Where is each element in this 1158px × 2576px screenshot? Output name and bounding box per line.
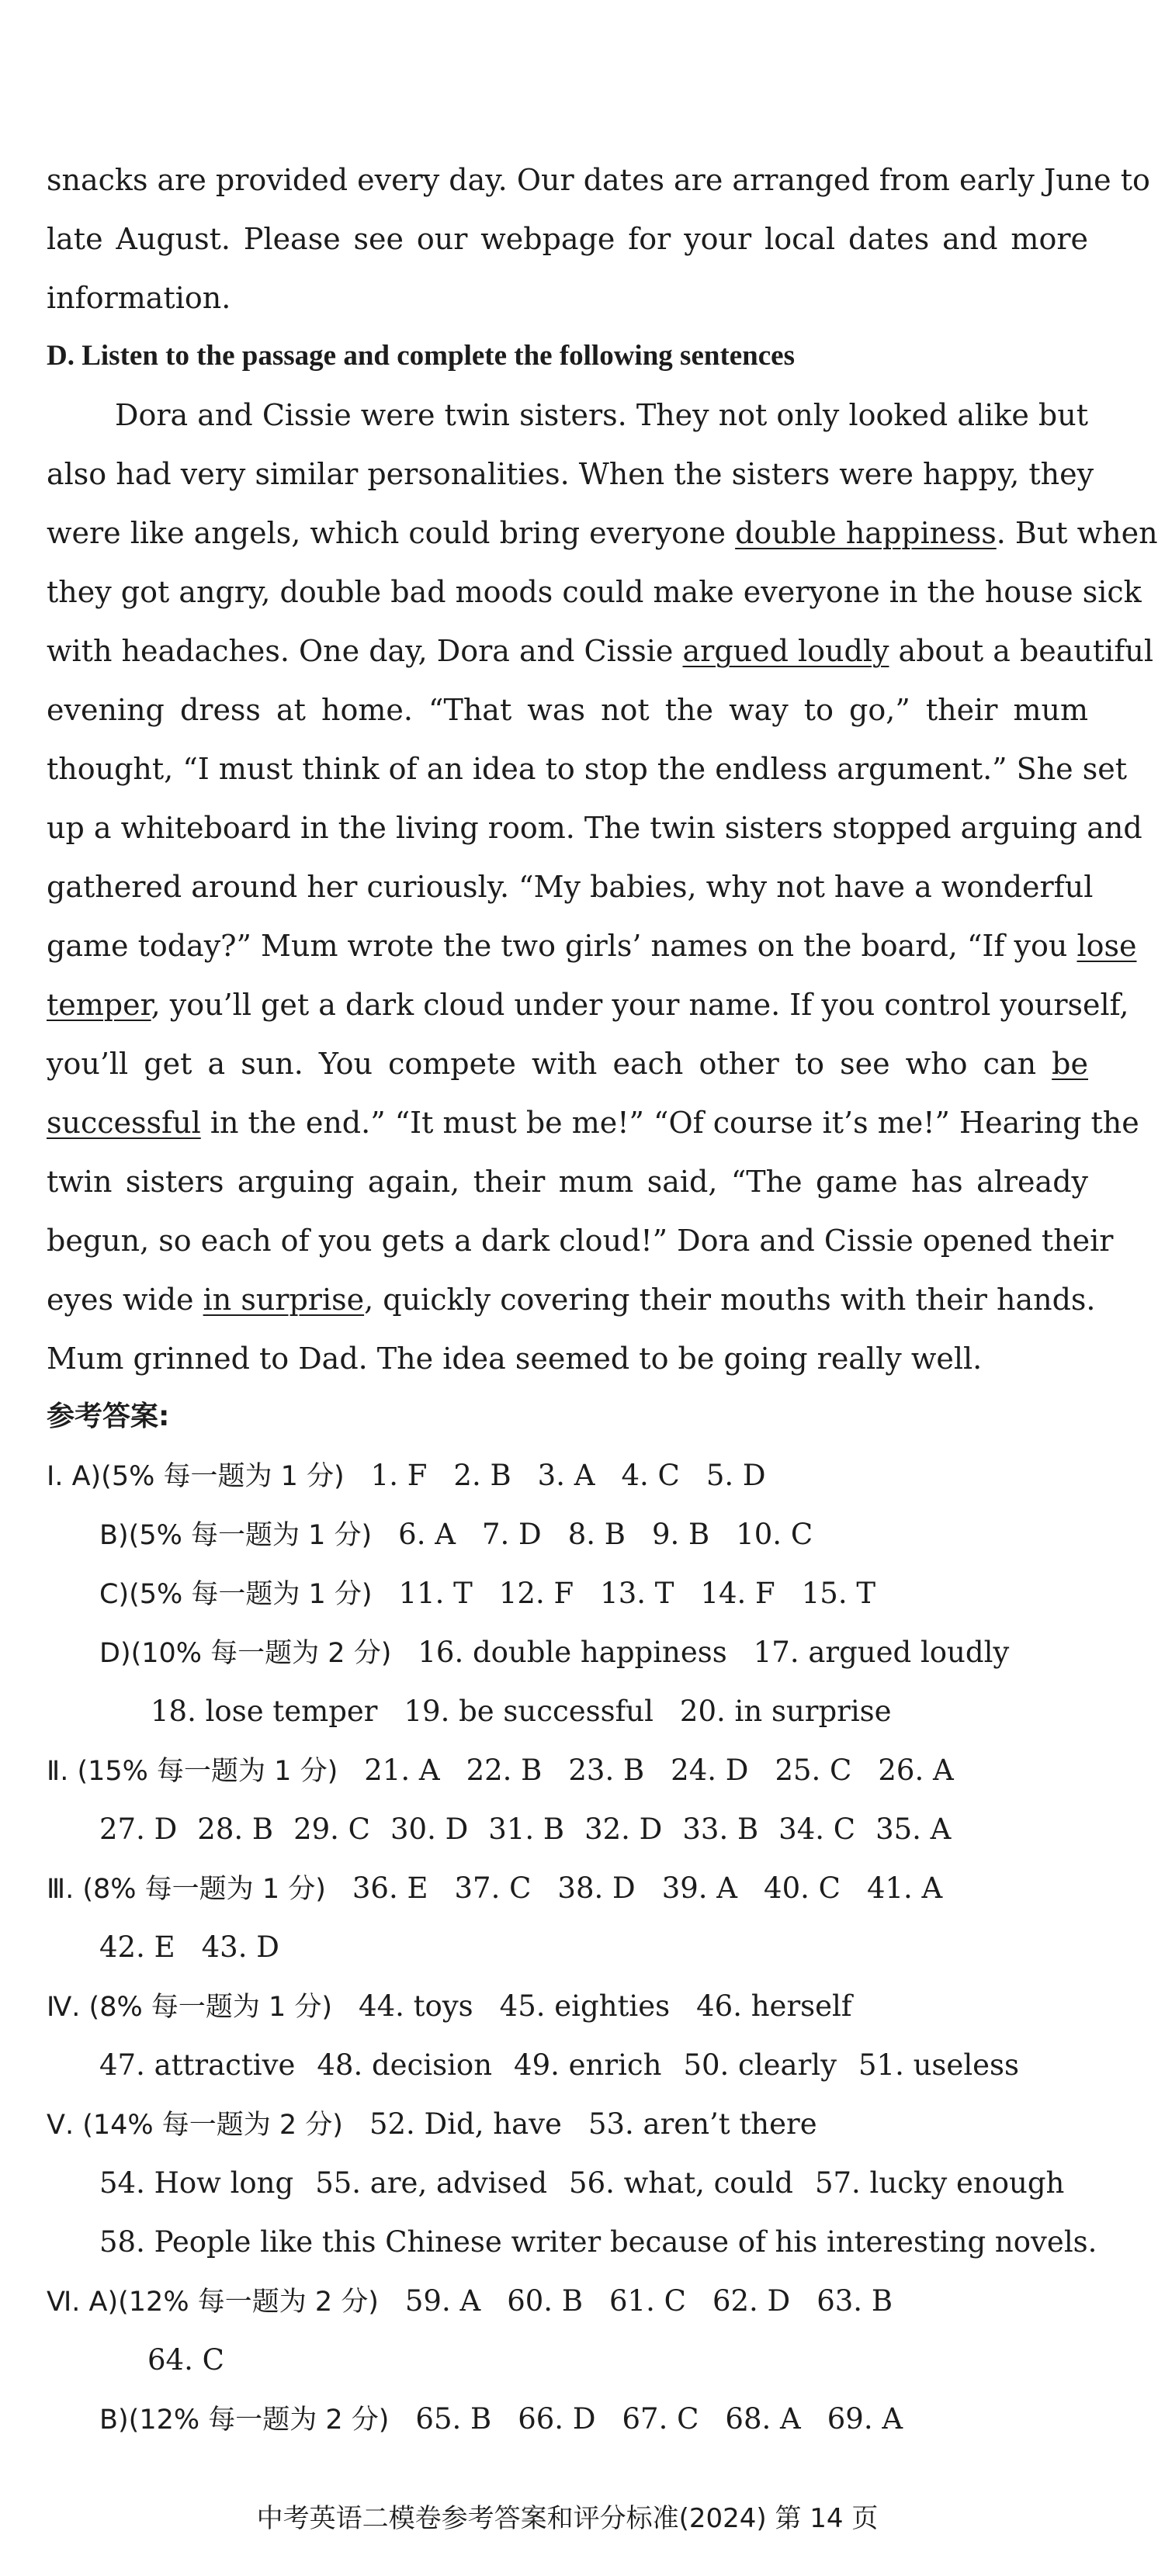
passage-d-line: with headaches. One day, Dora and Cissie argued loudly about a beautiful (47, 634, 1154, 668)
answer-row: 58. People like this Chinese writer because of his interesting novels. (99, 2225, 1097, 2259)
answer-row: B)(5% 每一题为 1 分) 6. A 7. D 8. B 9. B 10. C (99, 1518, 813, 1551)
section-d-title: D. Listen to the passage and complete the following sentences (47, 340, 796, 372)
blank-answer: argued loudly (682, 634, 889, 668)
passage-d-line: were like angels, which could bring everyone double happiness. But when (47, 516, 1158, 550)
passage-d-line: temper, you’ll get a dark cloud under your name. If you control yourself, (47, 988, 1129, 1022)
answer-row: C)(5% 每一题为 1 分) 11. T 12. F 13. T 14. F 15. T (99, 1577, 876, 1610)
passage-d-line: Dora and Cissie were twin sisters. They not only looked alike but (115, 398, 1088, 432)
answer-row: Ⅰ. A)(5% 每一题为 1 分) 1. F 2. B 3. A 4. C 5. D (47, 1459, 766, 1492)
answer-row: 18. lose temper 19. be successful 20. in surprise (151, 1695, 892, 1728)
passage-d-line: successful in the end.” “It must be me!” “Of course it’s me!” Hearing the (47, 1106, 1139, 1140)
answer-row: 47. attractive 48. decision 49. enrich 50. clearly 51. useless (99, 2048, 1020, 2082)
passage-c-line: late August. Please see our webpage for your local dates and more (47, 222, 1088, 256)
passage-d-line: eyes wide in surprise, quickly covering their mouths with their hands. (47, 1283, 1096, 1317)
passage-c-line: snacks are provided every day. Our dates are arranged from early June to (47, 163, 1150, 197)
answer-row: Ⅳ. (8% 每一题为 1 分) 44. toys 45. eighties 46. herself (47, 1989, 852, 2023)
blank-answer: be (1052, 1047, 1088, 1081)
answer-row: Ⅱ. (15% 每一题为 1 分) 21. A 22. B 23. B 24. D 25. C 26. A (47, 1754, 954, 1787)
passage-d-line: gathered around her curiously. “My babies, why not have a wonderful (47, 870, 1094, 904)
passage-d-line: thought, “I must think of an idea to stop the endless argument.” She set (47, 752, 1128, 786)
answer-row: 27. D 28. B 29. C 30. D 31. B 32. D 33. B 34. C 35. A (99, 1813, 952, 1846)
answer-row: D)(10% 每一题为 2 分) 16. double happiness 17. argued loudly (99, 1636, 1010, 1669)
answer-row: Ⅵ. A)(12% 每一题为 2 分) 59. A 60. B 61. C 62. D 63. B (47, 2284, 893, 2318)
passage-c-line: information. (47, 281, 231, 315)
passage-d-line: twin sisters arguing again, their mum said, “The game has already (47, 1165, 1088, 1199)
passage-d-line: you’ll get a sun. You compete with each other to see who can be (47, 1047, 1088, 1081)
passage-d-line: begun, so each of you gets a dark cloud!” Dora and Cissie opened their (47, 1224, 1114, 1258)
passage-d-line: also had very similar personalities. When the sisters were happy, they (47, 457, 1094, 491)
answers-title: 参考答案: (47, 1401, 170, 1432)
blank-answer: successful (47, 1106, 201, 1140)
passage-d-line: up a whiteboard in the living room. The twin sisters stopped arguing and (47, 811, 1142, 845)
passage-d-line: evening dress at home. “That was not the way to go,” their mum (47, 693, 1088, 727)
passage-d-line: game today?” Mum wrote the two girls’ names on the board, “If you lose (47, 929, 1137, 963)
answer-row: 64. C (147, 2343, 224, 2377)
page-footer: 中考英语二模卷参考答案和评分标准(2024) 第 14 页 (256, 2503, 879, 2534)
passage-d-line: Mum grinned to Dad. The idea seemed to be going really well. (47, 1342, 983, 1376)
passage-d-line: they got angry, double bad moods could make everyone in the house sick (47, 575, 1142, 609)
answer-row: 42. E 43. D (99, 1930, 279, 1964)
blank-answer: double happiness (735, 516, 997, 550)
answer-row: B)(12% 每一题为 2 分) 65. B 66. D 67. C 68. A 69. A (99, 2402, 903, 2436)
answer-row: Ⅲ. (8% 每一题为 1 分) 36. E 37. C 38. D 39. A 40. C 41. A (47, 1871, 943, 1905)
blank-answer: temper (47, 988, 151, 1022)
answer-row: 54. How long 55. are, advised 56. what, could 57. lucky enough (99, 2166, 1065, 2200)
blank-answer: lose (1077, 929, 1137, 963)
blank-answer: in surprise (203, 1283, 365, 1317)
answer-row: Ⅴ. (14% 每一题为 2 分) 52. Did, have 53. aren’t there (47, 2107, 817, 2141)
